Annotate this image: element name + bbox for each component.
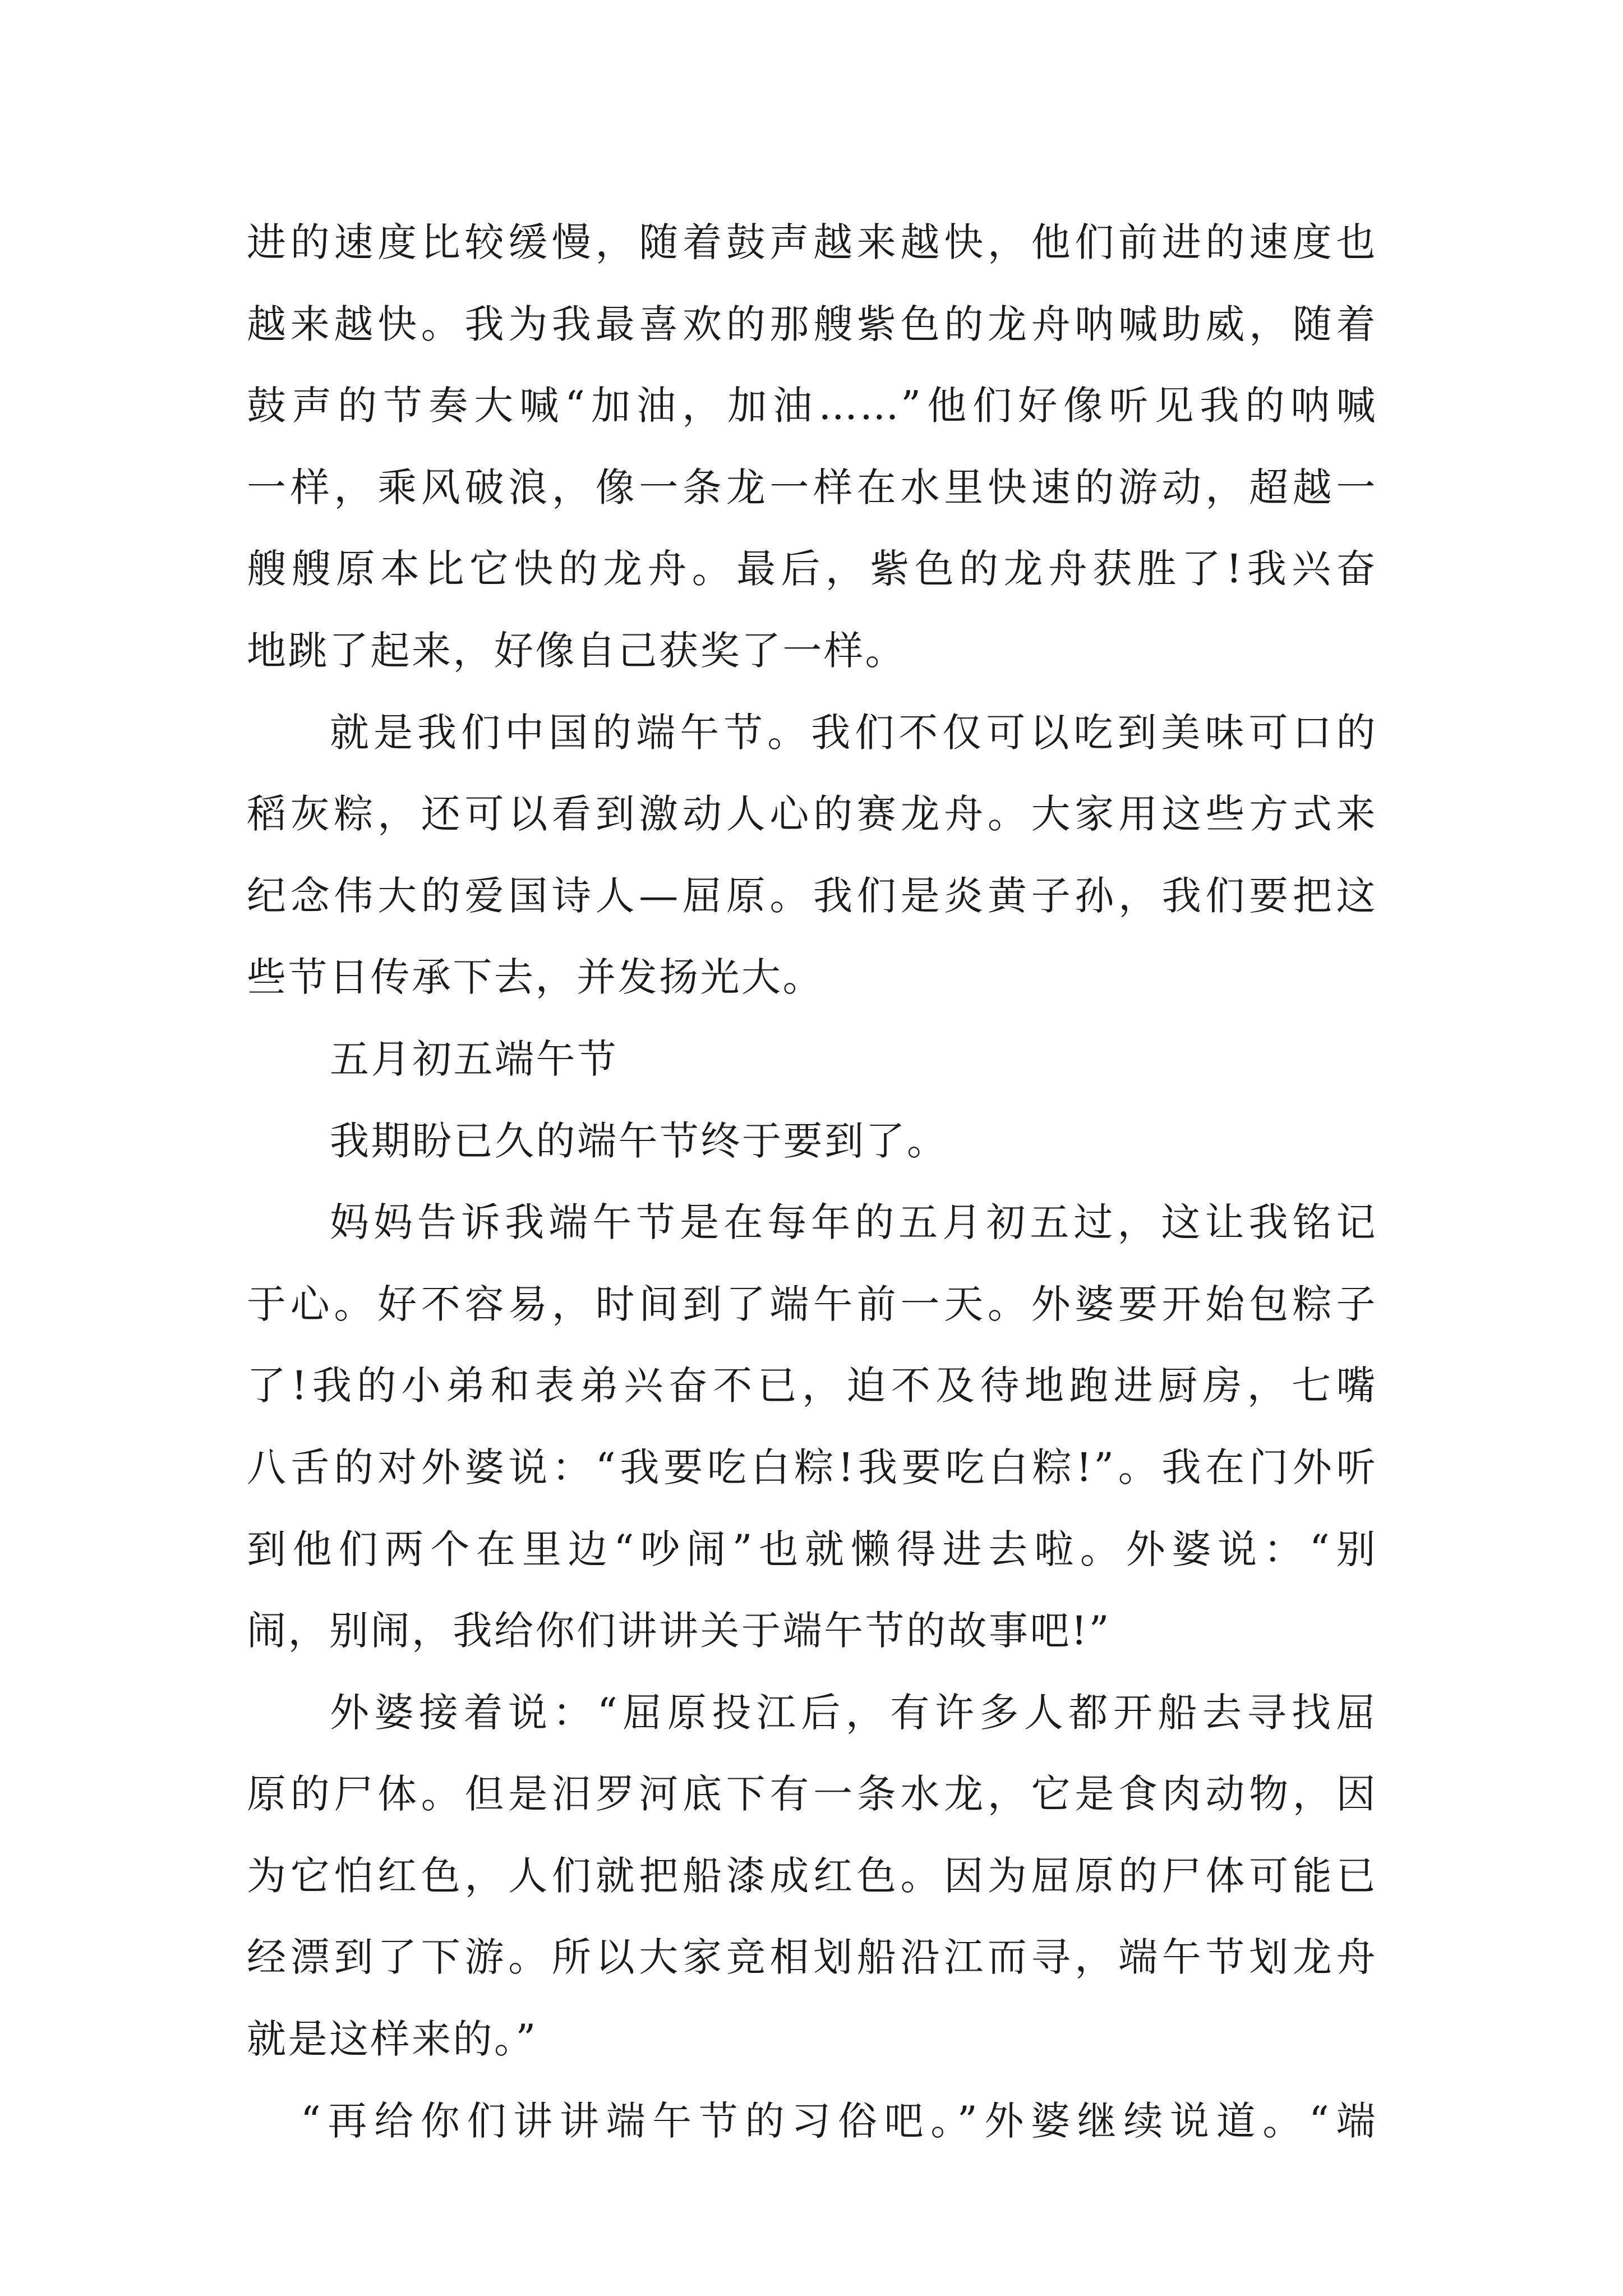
text-line: 闹，别闹，我给你们讲讲关于端午节的故事吧!”: [247, 1608, 1111, 1654]
text-line: 原的尸体。但是汨罗河底下有一条水龙，它是食肉动物，因: [247, 1771, 1377, 1818]
text-line: 稻灰粽，还可以看到激动人心的赛龙舟。大家用这些方式来: [247, 791, 1377, 838]
text-line: 于心。好不容易，时间到了端午前一天。外婆要开始包粽子: [247, 1281, 1377, 1327]
text-line: 了!我的小弟和表弟兴奋不已，迫不及待地跑进厨房，七嘴: [247, 1363, 1377, 1409]
text-line: “再给你们讲讲端午节的习俗吧。”外婆继续说道。“端: [301, 2097, 1377, 2144]
text-line: 就是我们中国的端午节。我们不仅可以吃到美味可口的: [330, 709, 1377, 756]
text-line: 经漂到了下游。所以大家竞相划船沿江而寻，端午节划龙舟: [247, 1934, 1377, 1981]
text-line: 到他们两个在里边“吵闹”也就懒得进去啦。外婆说：“别: [247, 1526, 1377, 1572]
text-line: 艘艘原本比它快的龙舟。最后，紫色的龙舟获胜了!我兴奋: [247, 546, 1377, 592]
text-line: 就是这样来的。”: [247, 2016, 538, 2063]
text-line: 进的速度比较缓慢，随着鼓声越来越快，他们前进的速度也: [247, 219, 1377, 265]
text-line: 地跳了起来，好像自己获奖了一样。: [247, 627, 906, 674]
text-line: 五月初五端午节: [330, 1036, 619, 1082]
text-line: 我期盼已久的端午节终于要到了。: [330, 1117, 948, 1164]
body-text: [247, 202, 1377, 2162]
text-line: 为它怕红色，人们就把船漆成红色。因为屈原的尸体可能已: [247, 1852, 1377, 1899]
text-line: 一样，乘风破浪，像一条龙一样在水里快速的游动，超越一: [247, 464, 1377, 510]
text-line: 些节日传承下去，并发扬光大。: [247, 954, 824, 1001]
text-line: 妈妈告诉我端午节是在每年的五月初五过，这让我铭记: [330, 1199, 1377, 1246]
text-line: 外婆接着说：“屈原投江后，有许多人都开船去寻找屈: [330, 1689, 1377, 1736]
text-line: 纪念伟大的爱国诗人—屈原。我们是炎黄子孙，我们要把这: [247, 872, 1377, 919]
text-line: 越来越快。我为我最喜欢的那艘紫色的龙舟呐喊助威，随着: [247, 301, 1377, 347]
text-line: 八舌的对外婆说：“我要吃白粽!我要吃白粽!”。我在门外听: [247, 1444, 1377, 1490]
text-line: 鼓声的节奏大喊“加油，加油……”他们好像听见我的呐喊: [247, 383, 1377, 429]
